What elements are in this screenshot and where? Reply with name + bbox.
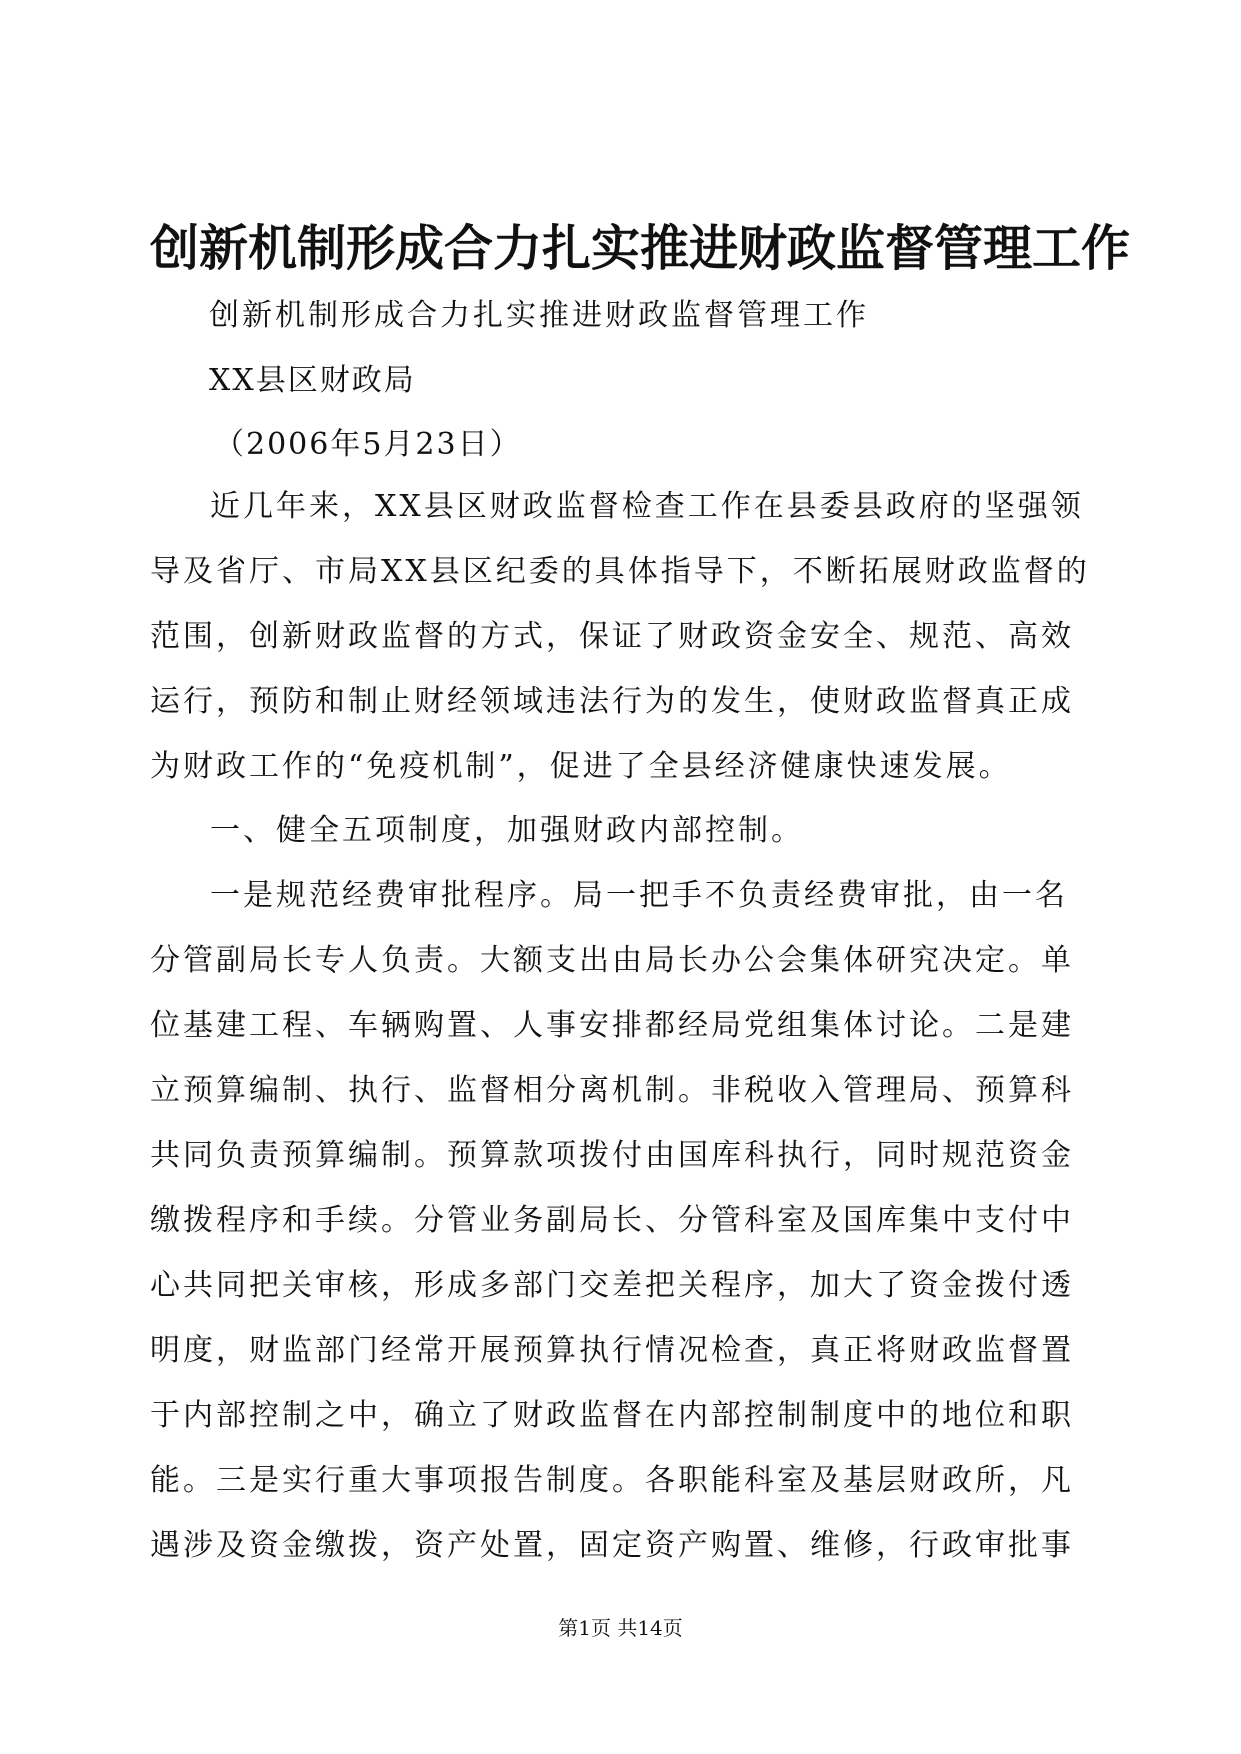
document-subtitle: 创新机制形成合力扎实推进财政监督管理工作 bbox=[209, 298, 869, 333]
section-heading: 一、健全五项制度，加强财政内部控制。 bbox=[210, 813, 804, 848]
paragraph-introduction: 近几年来，XX县区财政监督检查工作在县委县政府的坚强领导及省厅、市局XX县区纪委的具体指导下，不断拓展财政监督的范围，创新财政监督的方式，保证了财政资金安全、规范、高效运行，预防和制止财经领域违法行为的发生，使财政监督真正成为财政工作的“免疫机制”，促进了全县经济健康快速发展。 bbox=[150, 489, 1090, 784]
document-author: XX县区财政局 bbox=[209, 363, 416, 398]
paragraph-control-system: 一是规范经费审批程序。局一把手不负责经费审批，由一名分管副局长专人负责。大额支出由局长办公会集体研究决定。单位基建工程、车辆购置、人事安排都经局党组集体讨论。二是建立预算编制、执行、监督相分离机制。非税收入管理局、预算科共同负责预算编制。预算款项拨付由国库科执行，同时规范资金缴拨程序和手续。分管业务副局长、分管科室及国库集中支付中心共同把关审核，形成多部门交差把关程序，加大了资金拨付透明度，财监部门经常开展预算执行情况检查，真正将财政监督置于内部控制之中，确立了财政监督在内部控制制度中的地位和职能。三是实行重大事项报告制度。各职能科室及基层财政所，凡遇涉及资金缴拨，资产处置，固定资产购置、维修，行政审批事 bbox=[150, 878, 1074, 1563]
document-date: （2006年5月23日） bbox=[214, 427, 522, 462]
page-footer: 第1页 共14页 bbox=[558, 1616, 683, 1640]
document-title: 创新机制形成合力扎实推进财政监督管理工作 bbox=[150, 219, 1131, 277]
